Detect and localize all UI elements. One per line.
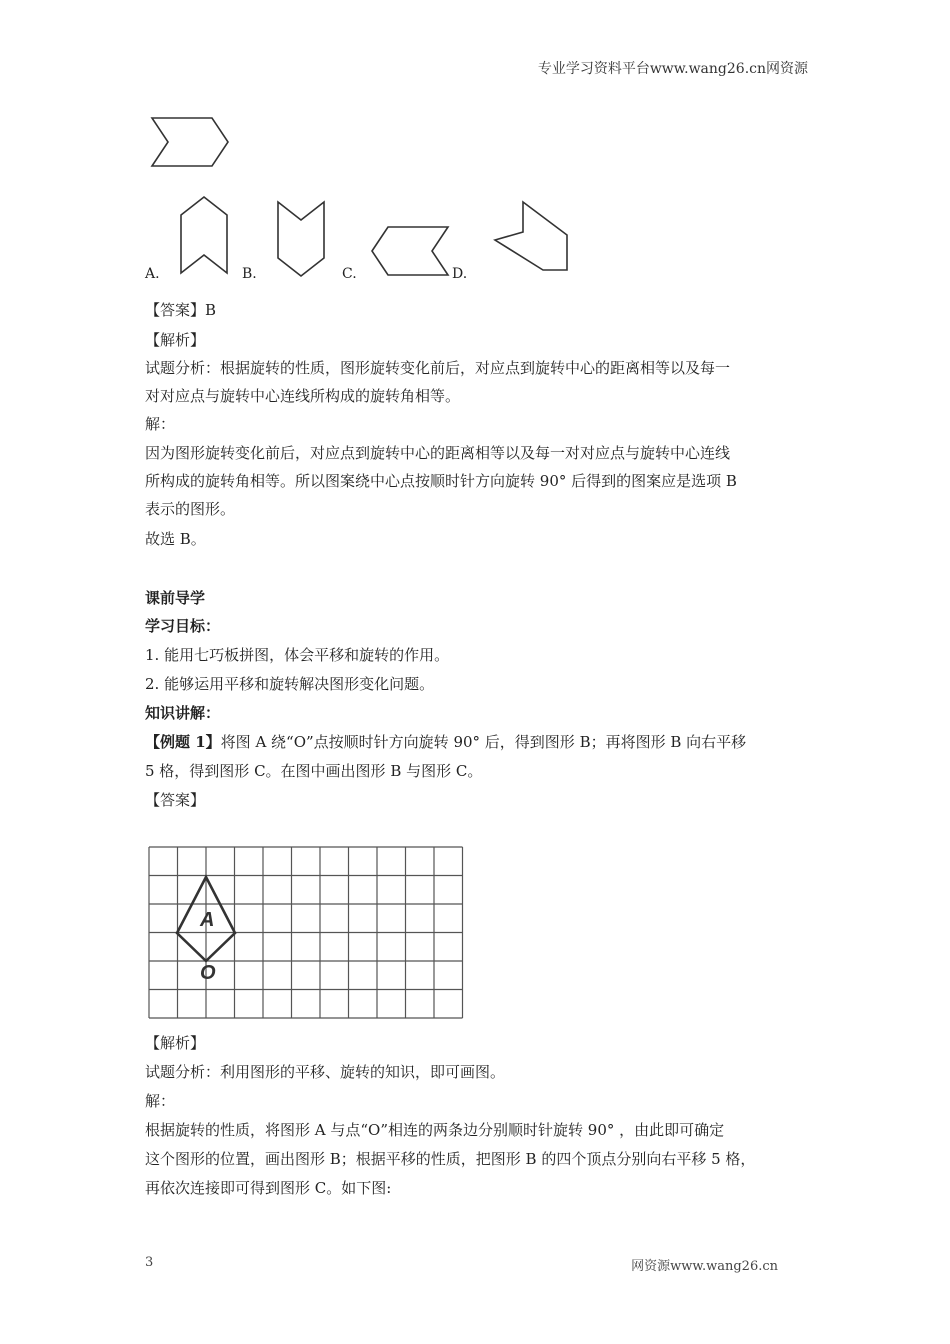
- example-1-solution-3: 再依次连接即可得到图形 C。如下图:: [145, 1179, 392, 1197]
- solution-text-1: 因为图形旋转变化前后，对应点到旋转中心的距离相等以及每一对对应点与旋转中心连线: [145, 444, 731, 462]
- example-1-analysis-1: 试题分析：利用图形的平移、旋转的知识，即可画图。: [145, 1063, 506, 1081]
- option-b-label: B.: [242, 266, 257, 282]
- knowledge-title: 知识讲解：: [145, 704, 221, 722]
- goals-title: 学习目标：: [145, 617, 221, 635]
- example-1-text-1: 将图 A 绕“O”点按顺时针方向旋转 90° 后，得到图形 B；再将图形 B 向右平移: [220, 733, 747, 751]
- arrow-outline: [152, 118, 228, 166]
- example-1-solution-2: 这个图形的位置，画出图形 B；根据平移的性质，把图形 B 的四个顶点分别向右平移 5 格，: [145, 1150, 756, 1168]
- grid-lines: [149, 847, 463, 1018]
- section-title: 课前导学: [145, 589, 206, 607]
- example-1-solution-title: 解：: [145, 1092, 176, 1110]
- example-1-answer-title: 【答案】: [145, 791, 206, 809]
- answer-grid: [148, 846, 464, 1022]
- solution-title: 解：: [145, 415, 176, 433]
- page-number: 3: [145, 1255, 154, 1270]
- option-a-shape: [178, 195, 230, 277]
- option-d-label: D.: [452, 266, 468, 282]
- example-1-label: 【例题 1】: [145, 733, 221, 751]
- conclusion-line: 故选 B。: [145, 530, 206, 548]
- option-c-label: C.: [342, 266, 357, 282]
- footer-site: 网资源www.wang26.cn: [631, 1259, 778, 1274]
- analysis-text-1: 试题分析：根据旋转的性质，图形旋转变化前后，对应点到旋转中心的距离相等以及每一: [145, 359, 731, 377]
- goal-2: 2. 能够运用平移和旋转解决图形变化问题。: [145, 675, 435, 693]
- goal-1: 1. 能用七巧板拼图，体会平移和旋转的作用。: [145, 646, 450, 664]
- grid-label-o: O: [200, 962, 216, 984]
- option-d-shape: [493, 200, 573, 274]
- page-header: 专业学习资料平台www.wang26.cn网资源: [537, 61, 808, 77]
- example-1-line-1: [145, 732, 746, 752]
- analysis-text-2: 对对应点与旋转中心连线所构成的旋转角相等。: [145, 387, 461, 405]
- option-c-shape: [370, 225, 450, 277]
- option-b-shape: [275, 200, 327, 280]
- example-1-text-2: 5 格，得到图形 C。在图中画出图形 B 与图形 C。: [145, 762, 483, 780]
- example-1-solution-1: 根据旋转的性质，将图形 A 与点“O”相连的两条边分别顺时针旋转 90° ，由此即可确定: [145, 1121, 725, 1139]
- example-1-analysis-title: 【解析】: [145, 1034, 206, 1052]
- question-arrow-shape: [150, 116, 230, 168]
- solution-text-2: 所构成的旋转角相等。所以图案绕中心点按顺时针方向旋转 90° 后得到的图案应是选项 B: [145, 472, 737, 490]
- option-a-label: A.: [145, 266, 160, 282]
- solution-text-3: 表示的图形。: [145, 500, 236, 518]
- answer-line: 【答案】B: [145, 301, 217, 319]
- grid-label-a: A: [200, 909, 215, 931]
- analysis-title: 【解析】: [145, 331, 206, 349]
